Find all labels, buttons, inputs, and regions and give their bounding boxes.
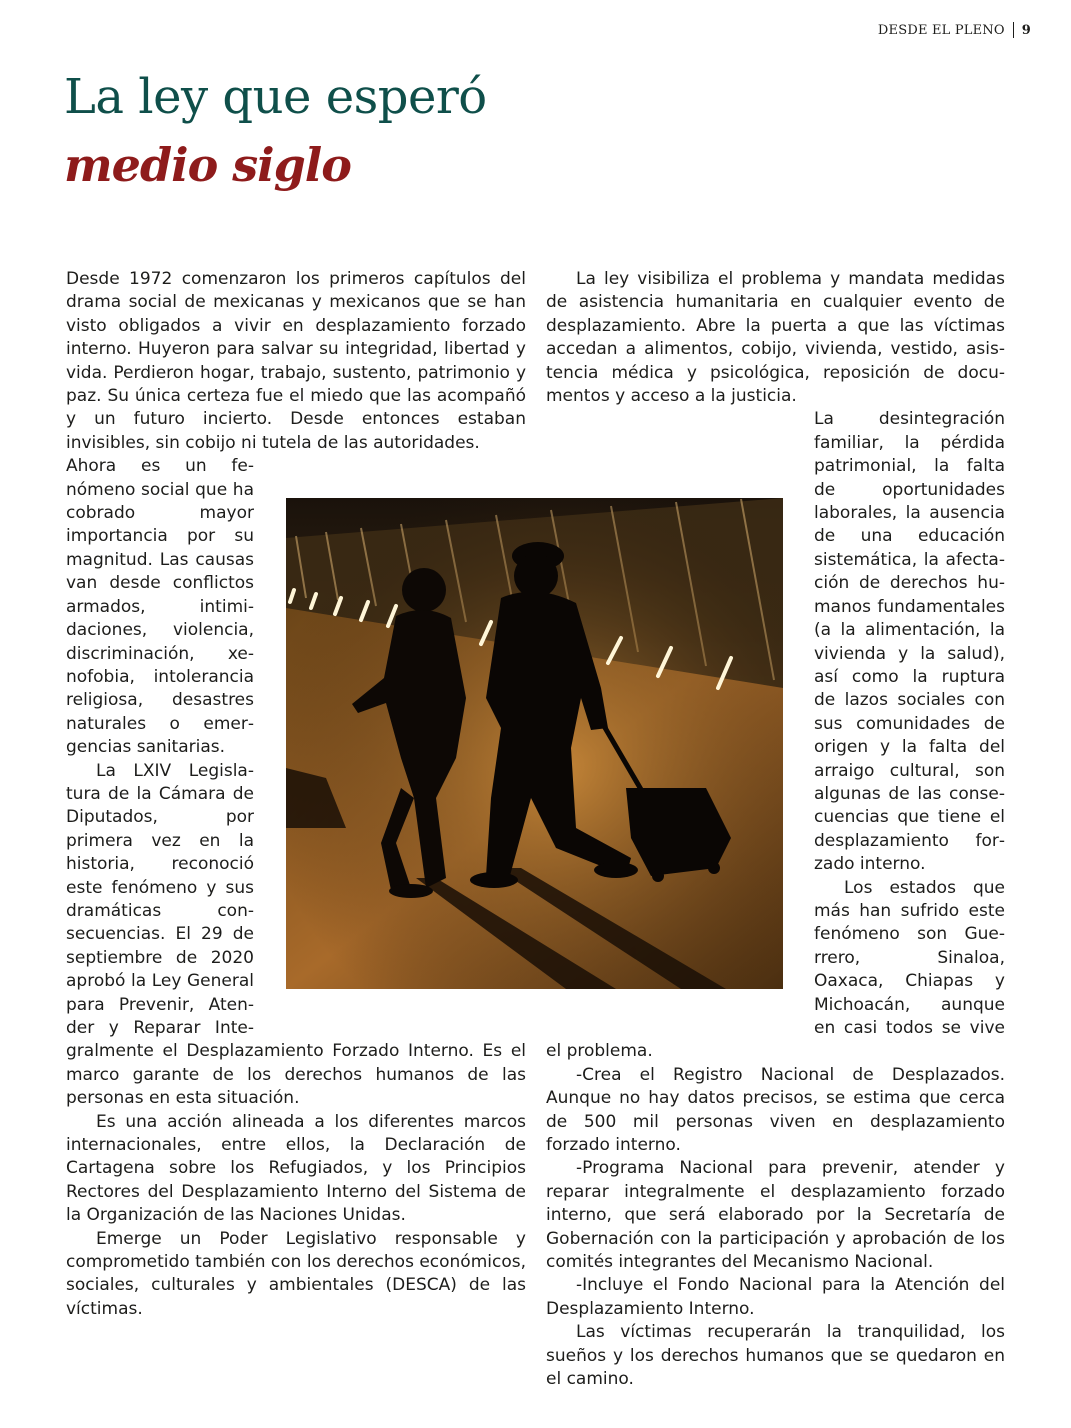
left-paragraph-2: Ahora es un fenómeno social que ha cobrado mayor importancia por su magnitud. Las causas van desde conflictos armados, intimidaciones, violencia, discriminación, xenofobia, intolerancia religiosa, desastres naturales o emergencias sanitarias. [66, 456, 254, 758]
photo-silhouettes-walking [286, 498, 783, 989]
right-paragraph-1: La ley visibiliza el problema y mandata medidas de asistencia humanitaria en cualquier evento de desplazamiento. Abre la puerta a que las víctimas accedan a alimentos, cobijo, vivienda, vestido, asistencia médica y psicológica, reposición de documentos y acceso a la justicia. [546, 269, 1005, 407]
right-paragraph-6: -Incluye el Fondo Nacional para la Atención del Desplazamiento Interno. [546, 1275, 1005, 1319]
right-paragraph-7: Las víctimas recuperarán la tranquilidad, los sueños y los derechos humanos que se quedaron en el camino. [546, 1322, 1005, 1390]
header-divider [1013, 22, 1014, 38]
article-photo [286, 498, 783, 989]
right-paragraph-4: -Crea el Registro Nacional de Desplazados. Aunque no hay datos precisos, se estima que cerca de 500 mil personas viven en desplazamiento forzado interno. [546, 1064, 1005, 1156]
left-paragraph-5: Emerge un Poder Legislativo responsable y comprometido también con los derechos económicos, sociales, culturales y ambientales (DESCA) de las víctimas. [66, 1228, 527, 1319]
page-number: 9 [1021, 22, 1031, 38]
left-paragraph-1: Desde 1972 comenzaron los primeros capítulos del drama social de mexicanas y mexicanos que se han visto obligados a vivir en desplazamiento forzado interno. Huyeron para salvar su integridad, libertad y vida. Perdieron hogar, trabajo, sustento, patrimonio y paz. Su única certeza fue el miedo que las acompañó y un futuro incierto. Desde entonces estaban invisibles, sin cobijo ni tutela de las autoridades. [66, 269, 526, 453]
right-paragraph-2-text: La desintegración familiar, la pérdida patrimonial, la falta de oportunidades laborales, la ausencia de una educación sistemática, la afectación de derechos humanos fundamentales (a la alimentación, la vivienda y la salud), así como la ruptura de lazos sociales con sus comunidades de origen y la falta del arraigo cultural, son algunas de las consecuencias que tiene el desplazamiento forzado interno. [814, 409, 1005, 875]
left-paragraph-4: Es una acción alineada a los diferentes marcos internacionales, entre ellos, la Declaración de Cartagena sobre los Refugiados, y los Principios Rectores del Desplazamiento Interno del Sistema de la Organización de las Naciones Unidas. [66, 1111, 526, 1226]
section-name: DESDE EL PLENO [877, 22, 1005, 38]
article-title: La ley que esperó [64, 69, 487, 125]
article-title-accent: medio siglo [64, 138, 351, 192]
running-head [878, 22, 1031, 38]
right-paragraph-5: -Programa Nacional para prevenir, atender y reparar integralmente el desplazamiento forzado interno, que será elaborado por la Secretaría de Gobernación con la participación y aprobación de los comités integrantes del Mecanismo Nacional. [546, 1158, 1005, 1273]
right-paragraph-3: Los estados que más han sufrido este fenómeno son Guerrero, Sinaloa, Oaxaca, Chiapas y Michoacán, aunque en casi todos se vive el problema. [546, 877, 1005, 1062]
left-paragraph-3: La LXIV Legislatura de la Cámara de Diputados, por primera vez en la historia, reconoció este fenómeno y sus dramáticas consecuencias. El 29 de septiembre de 2020 aprobó la Ley General para Prevenir, Atender y Reparar Integralmente el Desplazamiento Forzado Interno. Es el marco garante de los derechos humanos de las personas en esta situación. [66, 760, 526, 1109]
